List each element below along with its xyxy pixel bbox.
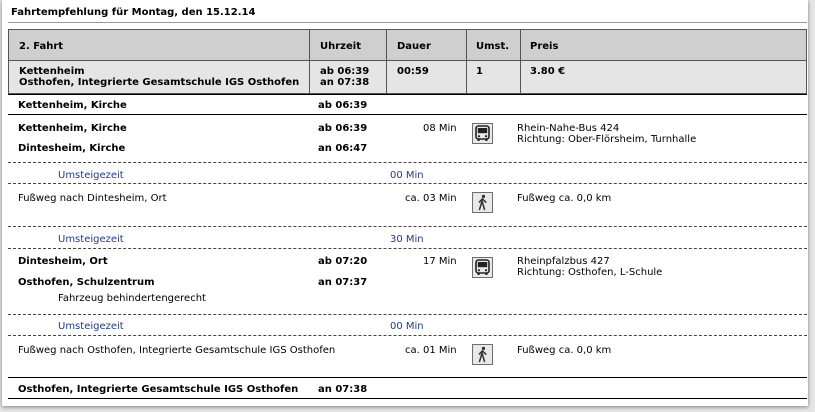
- summary-to: Osthofen, Integrierte Gesamtschule IGS Osthofen: [19, 77, 300, 88]
- row-divider: [8, 398, 807, 399]
- summary-arrival: an 07:38: [320, 77, 370, 88]
- walk1-info: Fußweg ca. 0,0 km: [517, 193, 612, 204]
- summary-table: [8, 29, 807, 94]
- row-divider: [8, 248, 807, 249]
- summary-price: 3.80 €: [530, 66, 566, 77]
- column-divider: [466, 30, 467, 93]
- row-divider: [8, 335, 807, 336]
- bus1-line: Rhein-Nahe-Bus 424: [517, 123, 620, 134]
- bus2-departure: ab 07:20: [318, 256, 368, 267]
- summary-from: Kettenheim: [19, 66, 85, 77]
- header-dauer: Dauer: [397, 41, 431, 52]
- row-divider: [8, 94, 807, 95]
- bus2-line: Rheinpfalzbus 427: [517, 256, 610, 267]
- transfer3-time: 00 Min: [390, 321, 424, 332]
- walk1-duration: ca. 03 Min: [405, 193, 457, 204]
- walk1-label: Fußweg nach Dintesheim, Ort: [18, 193, 167, 204]
- bus1-duration: 08 Min: [423, 123, 457, 134]
- walk2-duration: ca. 01 Min: [405, 345, 457, 356]
- bus2-direction: Richtung: Osthofen, L-Schule: [517, 267, 663, 278]
- bus1-to: Dintesheim, Kirche: [18, 143, 126, 154]
- bus2-note: Fahrzeug behindertengerecht: [58, 293, 206, 304]
- column-divider: [309, 30, 310, 93]
- end-time: an 07:38: [318, 384, 368, 395]
- bus1-arrival: an 06:47: [318, 143, 368, 154]
- row-divider: [8, 377, 807, 378]
- bus1-departure: ab 06:39: [318, 123, 368, 134]
- start-time: ab 06:39: [318, 100, 368, 111]
- bus-icon: [472, 257, 493, 278]
- summary-departure: ab 06:39: [320, 66, 370, 77]
- header-umst: Umst.: [476, 41, 510, 52]
- bus2-from: Dintesheim, Ort: [18, 256, 108, 267]
- row-divider: [8, 162, 807, 163]
- bus-icon: [472, 123, 493, 144]
- transfer3-label: Umsteigezeit: [58, 321, 124, 332]
- journey-card: [2, 0, 808, 406]
- column-divider: [520, 30, 521, 93]
- bus2-duration: 17 Min: [423, 256, 457, 267]
- bus1-direction: Richtung: Ober-Flörsheim, Turnhalle: [517, 134, 697, 145]
- row-divider: [8, 226, 807, 227]
- row-divider: [8, 314, 807, 315]
- header-fahrt: 2. Fahrt: [19, 41, 64, 52]
- pedestrian-icon: [472, 344, 493, 365]
- transfer1-time: 00 Min: [390, 170, 424, 181]
- bus2-arrival: an 07:37: [318, 277, 368, 288]
- start-stop: Kettenheim, Kirche: [18, 100, 127, 111]
- column-divider: [386, 30, 387, 93]
- bus1-from: Kettenheim, Kirche: [18, 123, 127, 134]
- row-divider: [8, 114, 807, 115]
- title-divider: [8, 22, 807, 23]
- transfer1-label: Umsteigezeit: [58, 170, 124, 181]
- summary-transfers: 1: [476, 66, 483, 77]
- end-stop: Osthofen, Integrierte Gesamtschule IGS Osthofen: [18, 384, 299, 395]
- transfer2-time: 30 Min: [390, 234, 424, 245]
- row-divider: [8, 183, 807, 184]
- summary-duration: 00:59: [397, 66, 429, 77]
- pedestrian-icon: [472, 192, 493, 213]
- bus2-to: Osthofen, Schulzentrum: [18, 277, 155, 288]
- header-preis: Preis: [530, 41, 559, 52]
- page-title: Fahrtempfehlung für Montag, den 15.12.14: [11, 7, 256, 18]
- walk2-label: Fußweg nach Osthofen, Integrierte Gesamtschule IGS Osthofen: [18, 345, 336, 356]
- transfer2-label: Umsteigezeit: [58, 234, 124, 245]
- walk2-info: Fußweg ca. 0,0 km: [517, 345, 612, 356]
- header-uhrzeit: Uhrzeit: [320, 41, 361, 52]
